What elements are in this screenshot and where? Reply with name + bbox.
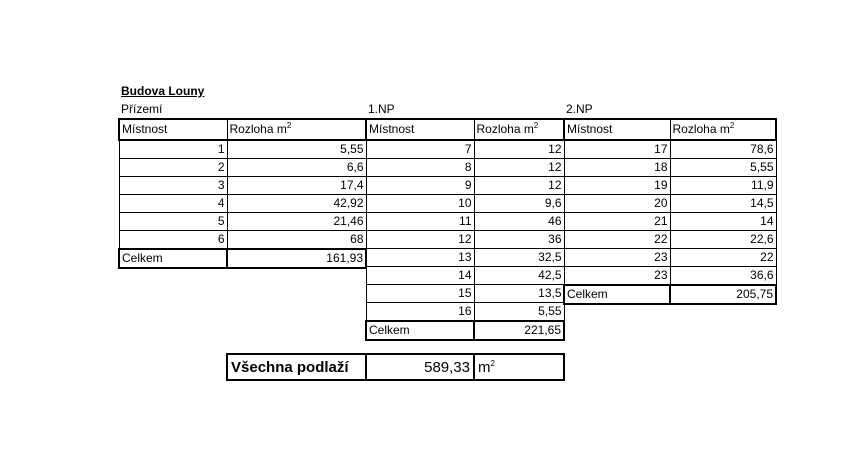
room-area: 32,5 xyxy=(474,249,564,267)
table-row xyxy=(119,159,366,177)
total-value: 221,65 xyxy=(474,321,564,340)
room-number: 20 xyxy=(564,195,670,213)
room-area: 36 xyxy=(474,231,564,249)
room-number: 18 xyxy=(564,159,670,177)
room-number: 8 xyxy=(366,159,474,177)
table-header-row xyxy=(119,119,366,140)
room-area: 12 xyxy=(474,177,564,195)
room-area: 5,55 xyxy=(670,159,776,177)
room-area: 46 xyxy=(474,213,564,231)
room-number: 3 xyxy=(119,177,227,195)
table-row xyxy=(366,303,564,322)
room-area: 36,6 xyxy=(670,267,776,286)
table-row xyxy=(564,231,776,249)
floor-label-1np: 1.NP xyxy=(368,102,395,116)
table-row xyxy=(564,267,776,286)
total-row xyxy=(119,249,366,268)
floor-table-prizemi xyxy=(118,118,367,269)
table-row xyxy=(366,177,564,195)
header-area-sup: 2 xyxy=(533,121,539,130)
room-area: 14 xyxy=(670,213,776,231)
table-row xyxy=(366,231,564,249)
summary-value: 589,33 xyxy=(366,354,474,380)
room-number: 13 xyxy=(366,249,474,267)
room-number: 23 xyxy=(564,267,670,286)
total-label: Celkem xyxy=(119,249,227,268)
room-area: 13,5 xyxy=(474,285,564,303)
room-area: 11,9 xyxy=(670,177,776,195)
table-row xyxy=(366,285,564,303)
total-label: Celkem xyxy=(366,321,474,340)
table-row xyxy=(564,177,776,195)
header-area-text: Rozloha m xyxy=(672,122,730,136)
table-row xyxy=(366,213,564,231)
room-area: 17,4 xyxy=(227,177,366,195)
room-area: 78,6 xyxy=(670,140,776,159)
room-number: 1 xyxy=(119,140,227,159)
header-area xyxy=(670,119,776,140)
room-number: 11 xyxy=(366,213,474,231)
header-area xyxy=(227,119,366,140)
header-room: Místnost xyxy=(366,119,474,140)
room-number: 9 xyxy=(366,177,474,195)
header-area-text: Rozloha m xyxy=(229,122,287,136)
table-header-row xyxy=(564,119,776,140)
room-number: 6 xyxy=(119,231,227,250)
table-row xyxy=(119,195,366,213)
table-row xyxy=(564,140,776,159)
table-row xyxy=(119,231,366,250)
table-row xyxy=(366,267,564,285)
room-area: 12 xyxy=(474,140,564,159)
header-room: Místnost xyxy=(119,119,227,140)
room-area: 22,6 xyxy=(670,231,776,249)
total-row xyxy=(564,285,776,304)
summary-table xyxy=(226,353,565,381)
room-number: 12 xyxy=(366,231,474,249)
room-number: 7 xyxy=(366,140,474,159)
summary-unit-sup: 2 xyxy=(490,358,495,368)
floor-table-1np xyxy=(365,118,565,341)
total-label: Celkem xyxy=(564,285,670,304)
total-value: 161,93 xyxy=(227,249,366,268)
table-row xyxy=(366,195,564,213)
room-number: 5 xyxy=(119,213,227,231)
header-area xyxy=(474,119,564,140)
table-row xyxy=(366,140,564,159)
room-area: 22 xyxy=(670,249,776,267)
summary-label: Všechna podlaží xyxy=(227,354,366,380)
table-row xyxy=(119,213,366,231)
room-number: 22 xyxy=(564,231,670,249)
room-number: 2 xyxy=(119,159,227,177)
header-area-sup: 2 xyxy=(286,121,292,130)
room-number: 15 xyxy=(366,285,474,303)
header-area-text: Rozloha m xyxy=(476,122,534,136)
summary-unit-text: m xyxy=(478,358,491,376)
room-area: 5,55 xyxy=(474,303,564,322)
table-row xyxy=(366,249,564,267)
room-area: 12 xyxy=(474,159,564,177)
room-area: 5,55 xyxy=(227,140,366,159)
table-row xyxy=(366,159,564,177)
room-number: 4 xyxy=(119,195,227,213)
table-row xyxy=(119,140,366,159)
total-value: 205,75 xyxy=(670,285,776,304)
floor-table-2np xyxy=(563,118,777,305)
table-row xyxy=(564,159,776,177)
room-number: 19 xyxy=(564,177,670,195)
room-number: 14 xyxy=(366,267,474,285)
room-number: 17 xyxy=(564,140,670,159)
room-number: 16 xyxy=(366,303,474,322)
room-area: 68 xyxy=(227,231,366,250)
table-row xyxy=(564,213,776,231)
room-number: 23 xyxy=(564,249,670,267)
room-area: 6,6 xyxy=(227,159,366,177)
summary-row xyxy=(227,354,564,380)
room-area: 21,46 xyxy=(227,213,366,231)
total-row xyxy=(366,321,564,340)
document-title: Budova Louny xyxy=(121,84,205,98)
summary-unit xyxy=(474,354,564,380)
floor-label-prizemi: Přízemí xyxy=(121,102,163,116)
room-number: 21 xyxy=(564,213,670,231)
room-number: 10 xyxy=(366,195,474,213)
table-row xyxy=(564,195,776,213)
floor-label-2np: 2.NP xyxy=(566,102,593,116)
table-row xyxy=(119,177,366,195)
room-area: 9,6 xyxy=(474,195,564,213)
room-area: 14,5 xyxy=(670,195,776,213)
table-header-row xyxy=(366,119,564,140)
table-row xyxy=(564,249,776,267)
header-area-sup: 2 xyxy=(729,121,735,130)
room-area: 42,5 xyxy=(474,267,564,285)
header-room: Místnost xyxy=(564,119,670,140)
room-area: 42,92 xyxy=(227,195,366,213)
